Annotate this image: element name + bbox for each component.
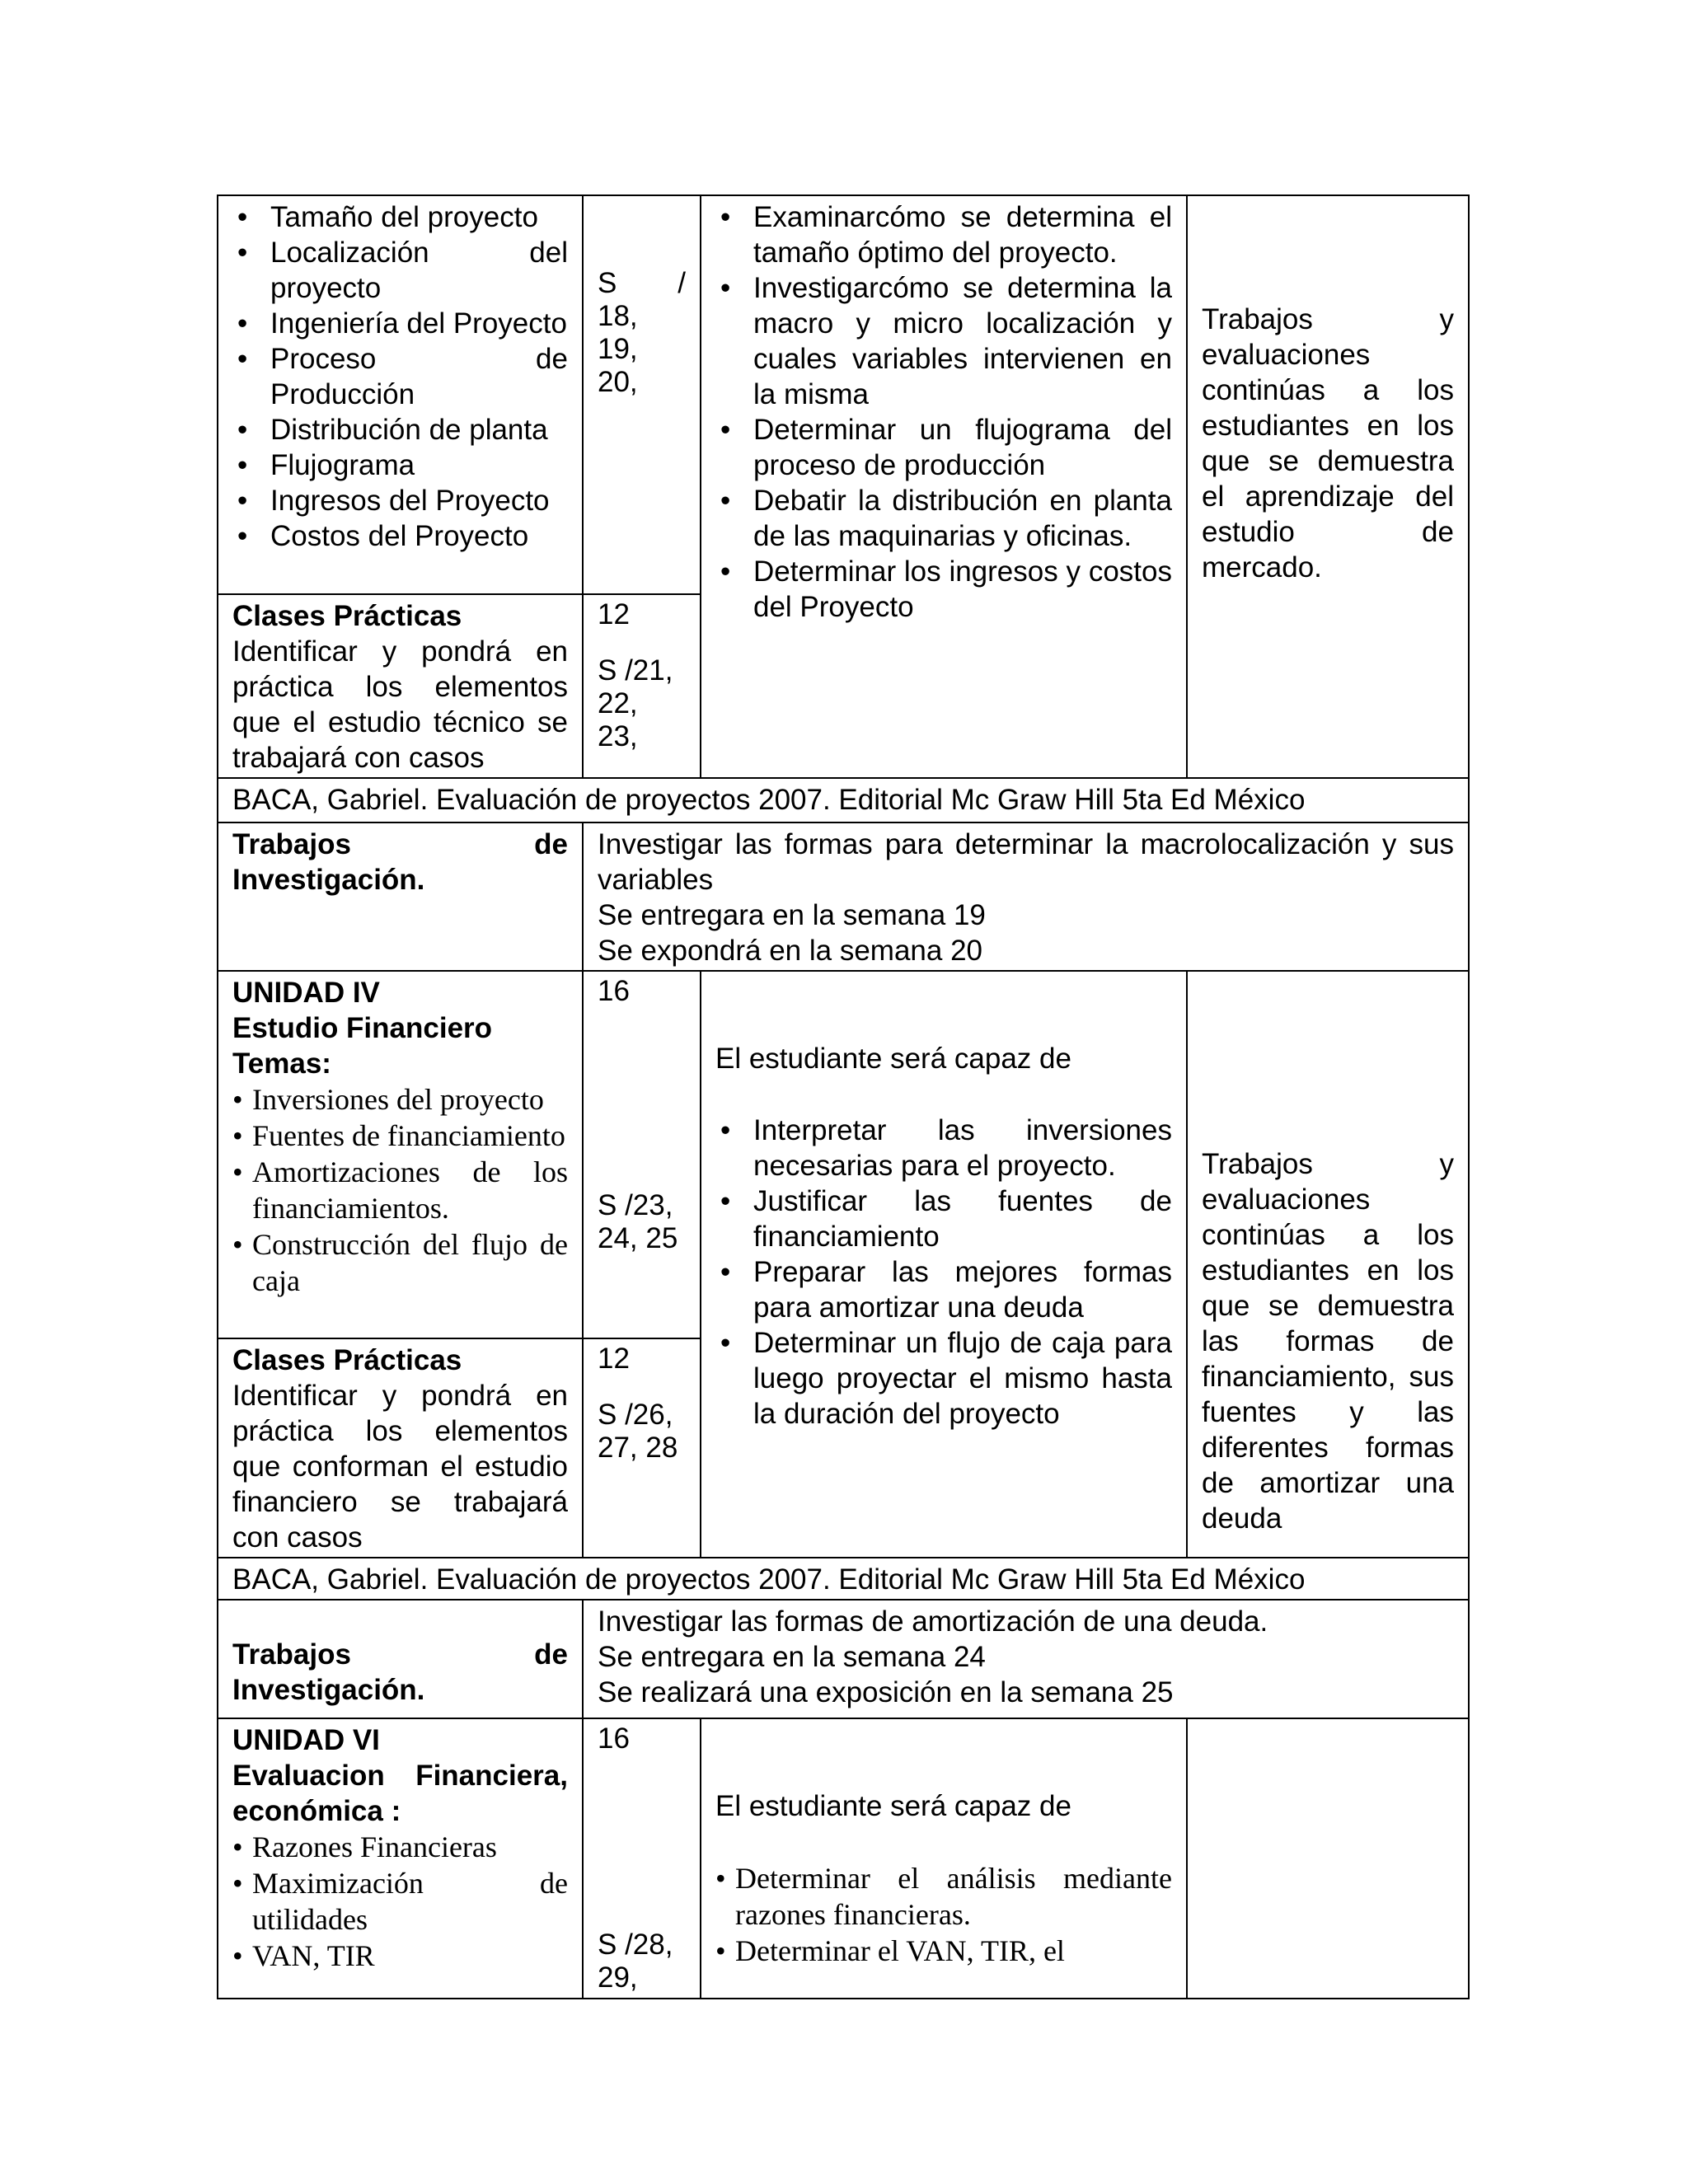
list-item: • Justificar las fuentes de financiamiento	[715, 1183, 1172, 1254]
list-item: • Costos del Proyecto	[232, 518, 568, 554]
reference-cell: BACA, Gabriel. Evaluación de proyectos 2007. Editorial Mc Graw Hill 5ta Ed México	[218, 1558, 1469, 1600]
list-item: • Ingeniería del Proyecto	[232, 306, 568, 341]
unit4-title: UNIDAD IV	[232, 977, 380, 1009]
unit4-objectives-cell: El estudiante será capaz de • Interpretar las inversiones necesarias para el proyecto. • Justificar las fuentes de financiamiento • Preparar las mejores formas para amortizar una deuda • Determinar un flujo de caja para luego proyectar el mismo hasta la duración del proyecto	[701, 971, 1187, 1558]
research2-row	[218, 1600, 1469, 1718]
list-item: • VAN, TIR	[232, 1938, 568, 1974]
unit4-topics-cell: UNIDAD IV Estudio Financiero Temas: • Inversiones del proyecto • Fuentes de financiamiento • Amortizaciones de los financiamientos. • Construcción del flujo de caja	[218, 971, 583, 1338]
unit6-topic-list	[232, 1829, 568, 1974]
list-item: • Determinar un flujo de caja para luego proyectar el mismo hasta la duración del proyecto	[715, 1325, 1172, 1432]
list-item: • Flujograma	[232, 448, 568, 483]
research2-label-cell: Trabajos de Investigación.	[218, 1600, 583, 1718]
unit6-title: UNIDAD VI	[232, 1724, 380, 1756]
list-item: • Debatir la distribución en planta de las maquinarias y oficinas.	[715, 483, 1172, 554]
unit4-topics-row	[218, 971, 1469, 1338]
research1-label-cell: Trabajos de Investigación.	[218, 823, 583, 971]
block1-topics-row	[218, 195, 1469, 594]
reference-row	[218, 1558, 1469, 1600]
unit6-weeks-cell: 16 S /28, 29,	[583, 1718, 701, 1999]
document-page	[217, 194, 1468, 1999]
unit6-objectives-cell: El estudiante será capaz de • Determinar el análisis mediante razones financieras. • Determinar el VAN, TIR, el	[701, 1718, 1187, 1999]
list-item: • Determinar el análisis mediante razones financieras.	[715, 1860, 1172, 1933]
unit4-weeks-cell: 16 S /23, 24, 25	[583, 971, 701, 1338]
list-item: • Distribución de planta	[232, 412, 568, 448]
research1-text-cell: Investigar las formas para determinar la macrolocalización y sus variables Se entregara en la semana 19 Se expondrá en la semana 20	[583, 823, 1469, 971]
block1-weeks-first-line: S /	[598, 267, 686, 299]
unit4-evaluation-cell: Trabajos y evaluaciones continúas a los estudiantes en los que se demuestra las formas de financiamiento, sus fuentes y las diferentes formas de amortizar una deuda	[1187, 971, 1469, 1558]
list-item: • Examinarcómo se determina el tamaño óptimo del proyecto.	[715, 199, 1172, 270]
block1-practice-weeks-cell: 12 S /21, 22, 23,	[583, 594, 701, 778]
list-item: • Inversiones del proyecto	[232, 1081, 568, 1118]
unit6-row	[218, 1718, 1469, 1999]
list-item: • Determinar el VAN, TIR, el	[715, 1933, 1172, 1969]
block1-weeks-cell: S / 18, 19, 20,	[583, 195, 701, 594]
list-item: • Construcción del flujo de caja	[232, 1226, 568, 1299]
unit6-objective-list	[715, 1860, 1172, 1969]
unit4-topic-list	[232, 1081, 568, 1299]
block1-practice-cell: Clases Prácticas Identificar y pondrá en práctica los elementos que el estudio técnico se trabajará con casos	[218, 594, 583, 778]
list-item: • Razones Financieras	[232, 1829, 568, 1865]
block1-topic-list	[232, 199, 568, 554]
list-item: • Preparar las mejores formas para amortizar una deuda	[715, 1254, 1172, 1325]
unit4-practice-cell: Clases Prácticas Identificar y pondrá en práctica los elementos que conforman el estudio financiero se trabajará con casos	[218, 1338, 583, 1558]
list-item: • Fuentes de financiamiento	[232, 1118, 568, 1154]
list-item: • Tamaño del proyecto	[232, 199, 568, 235]
unit6-topics-cell: UNIDAD VI Evaluacion Financiera, económica : • Razones Financieras • Maximización de utilidades • VAN, TIR	[218, 1718, 583, 1999]
list-item: • Interpretar las inversiones necesarias para el proyecto.	[715, 1113, 1172, 1183]
block1-topics-cell	[218, 195, 583, 594]
list-item: • Amortizaciones de los financiamientos.	[232, 1154, 568, 1226]
reference-cell: BACA, Gabriel. Evaluación de proyectos 2007. Editorial Mc Graw Hill 5ta Ed México	[218, 778, 1469, 823]
list-item: • Determinar un flujograma del proceso de producción	[715, 412, 1172, 483]
block1-evaluation-cell: Trabajos y evaluaciones continúas a los estudiantes en los que se demuestra el aprendizaje del estudio de mercado.	[1187, 195, 1469, 778]
schedule-table	[217, 194, 1470, 1999]
unit4-objective-list	[715, 1113, 1172, 1432]
research1-row	[218, 823, 1469, 971]
unit4-practice-weeks-cell: 12 S /26, 27, 28	[583, 1338, 701, 1558]
list-item: • Maximización de utilidades	[232, 1865, 568, 1938]
list-item: • Determinar los ingresos y costos del Proyecto	[715, 554, 1172, 625]
block1-objective-list	[715, 199, 1172, 625]
list-item: • Ingresos del Proyecto	[232, 483, 568, 518]
list-item: • Localización del proyecto	[232, 235, 568, 306]
research2-text-cell: Investigar las formas de amortización de una deuda. Se entregara en la semana 24 Se realizará una exposición en la semana 25	[583, 1600, 1469, 1718]
reference-row	[218, 778, 1469, 823]
unit6-evaluation-cell	[1187, 1718, 1469, 1999]
block1-objectives-cell	[701, 195, 1187, 778]
list-item: • Proceso de Producción	[232, 341, 568, 412]
list-item: • Investigarcómo se determina la macro y micro localización y cuales variables intervienen en la misma	[715, 270, 1172, 412]
